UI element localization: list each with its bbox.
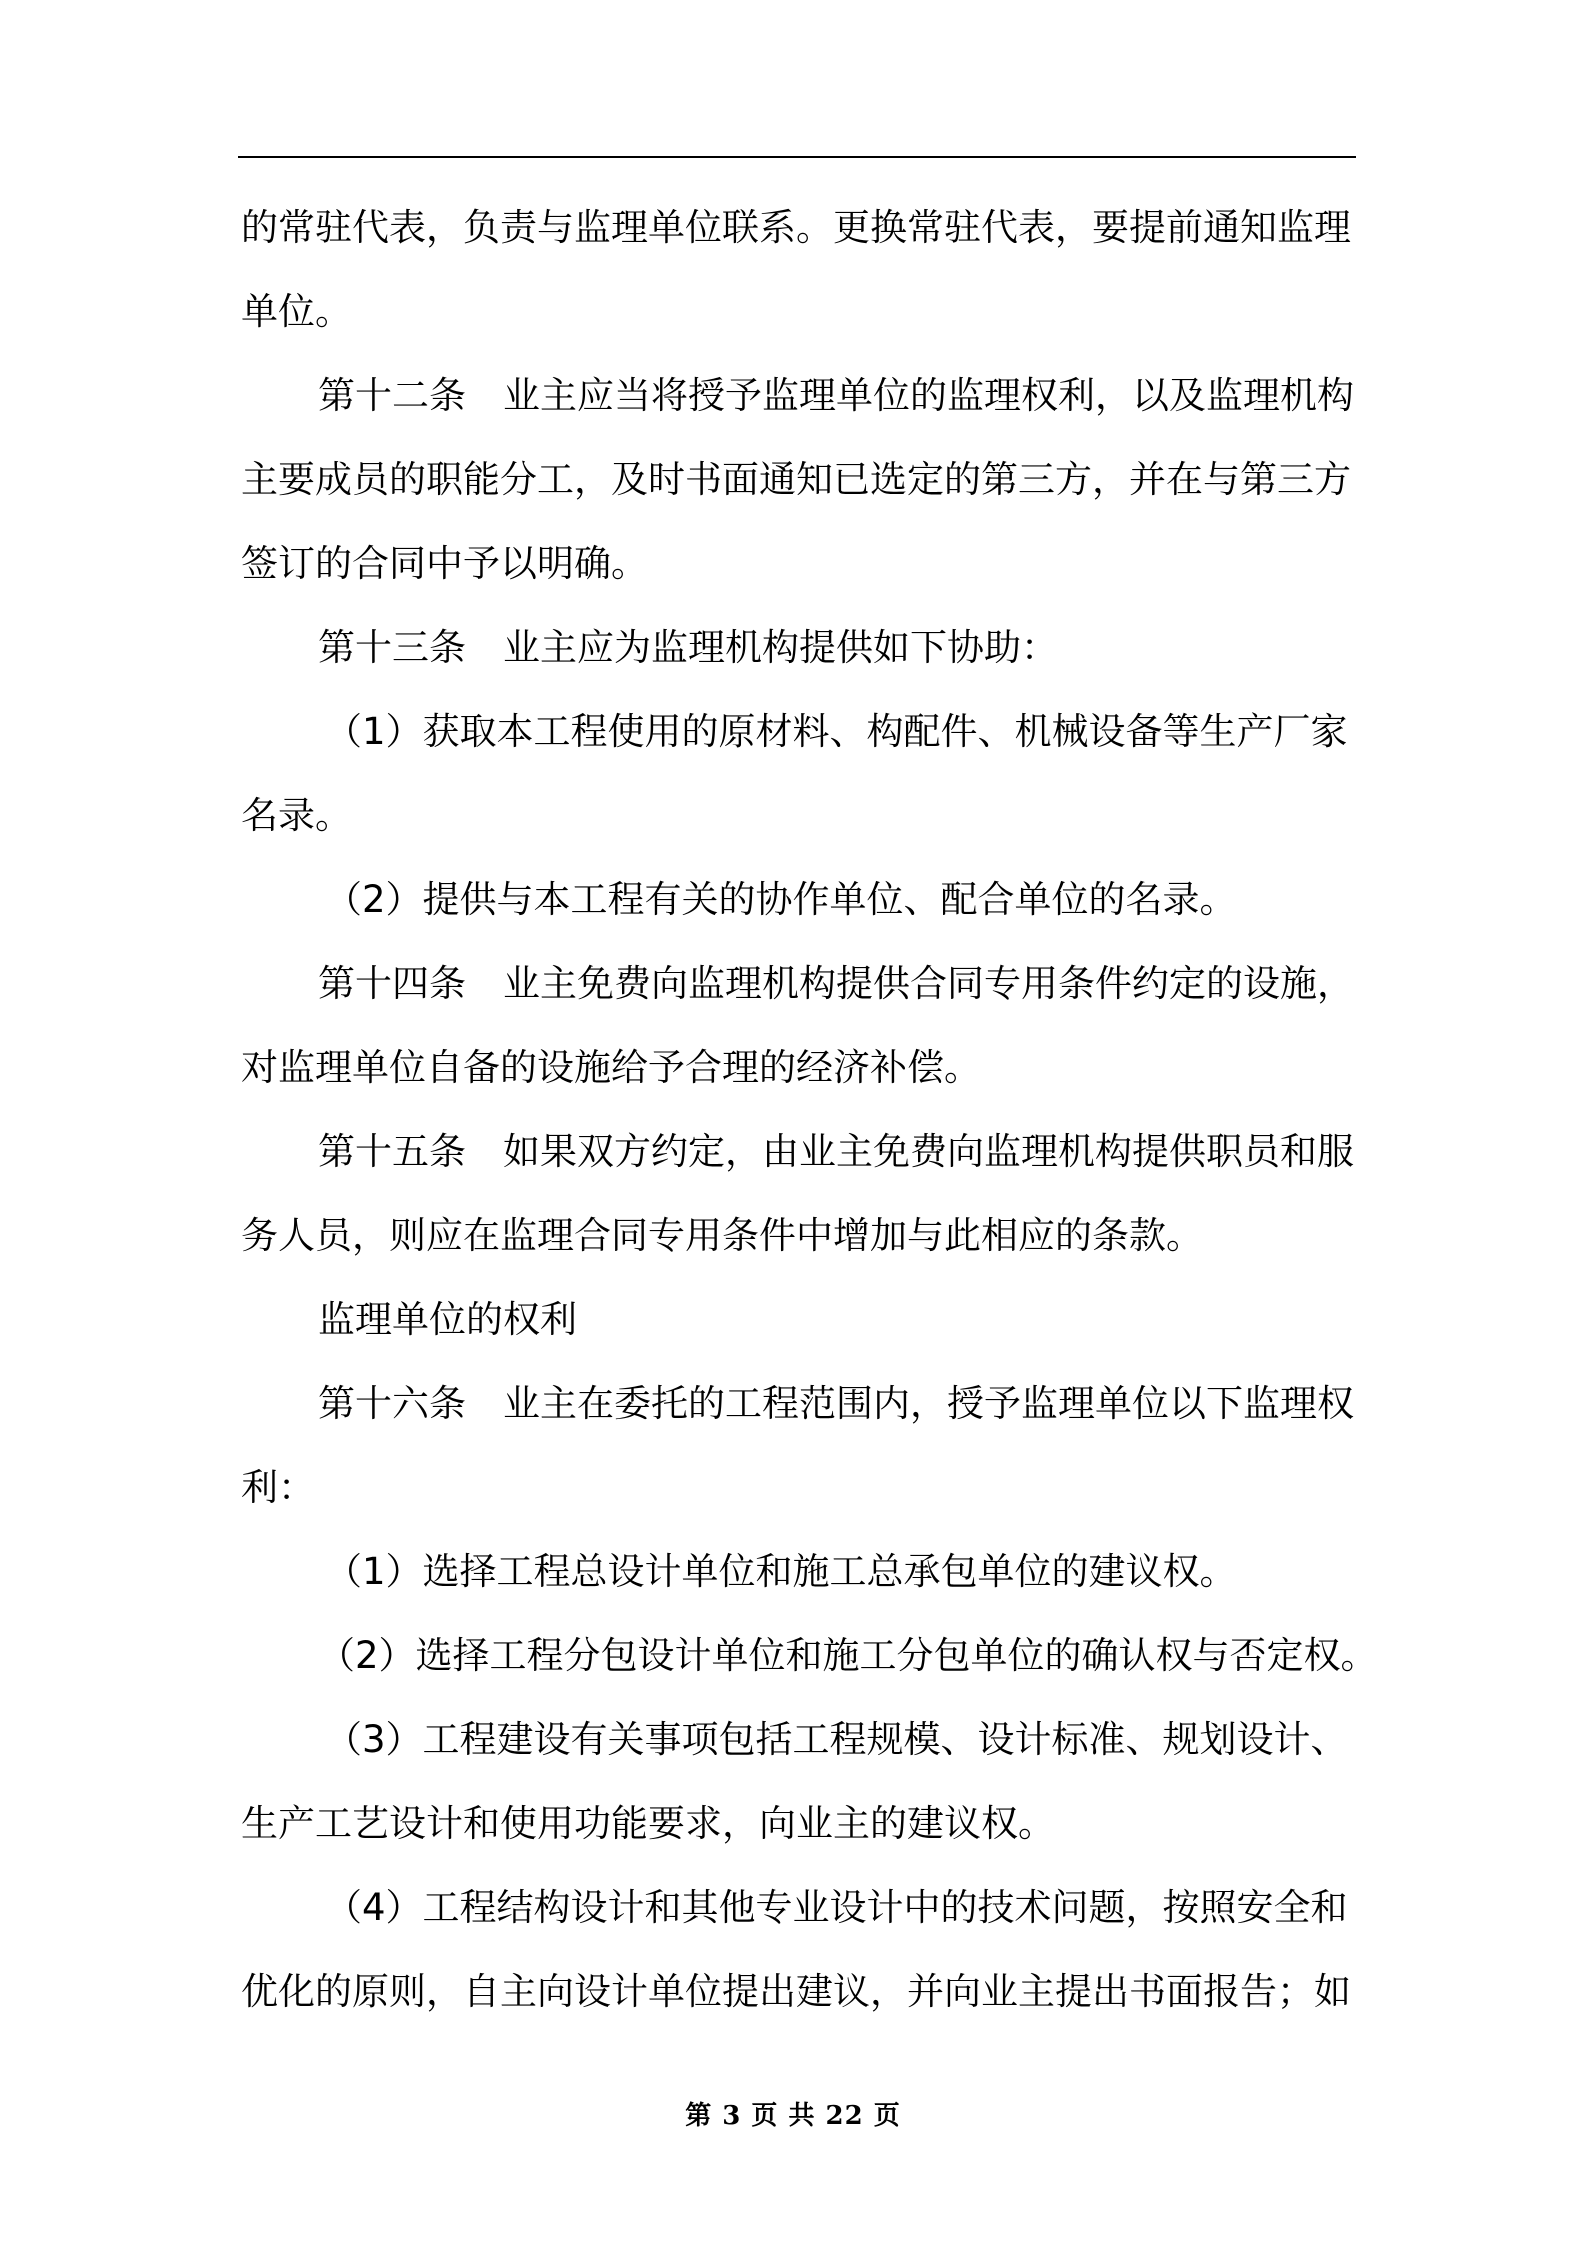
page-number-footer: 第 3 页 共 22 页 — [685, 2101, 901, 2131]
text-line: 生产工艺设计和使用功能要求，向业主的建议权。 — [241, 1802, 1055, 1845]
text-line: 利： — [241, 1466, 315, 1509]
text-line: （2）选择工程分包设计单位和施工分包单位的确认权与否定权。 — [318, 1634, 1378, 1677]
text-line: （4）工程结构设计和其他专业设计中的技术问题，按照安全和 — [325, 1886, 1348, 1929]
section-heading: 监理单位的权利 — [318, 1298, 577, 1341]
text-line: （1）选择工程总设计单位和施工总承包单位的建议权。 — [325, 1550, 1237, 1593]
text-line: 第十二条 业主应当将授予监理单位的监理权利，以及监理机构 — [318, 374, 1354, 417]
text-line: 第十五条 如果双方约定，由业主免费向监理机构提供职员和服 — [318, 1130, 1354, 1173]
text-line: 名录。 — [241, 794, 352, 837]
text-line: 单位。 — [241, 290, 352, 333]
text-line: 务人员，则应在监理合同专用条件中增加与此相应的条款。 — [241, 1214, 1203, 1257]
text-line: 对监理单位自备的设施给予合理的经济补偿。 — [241, 1046, 981, 1089]
text-line: （1）获取本工程使用的原材料、构配件、机械设备等生产厂家 — [325, 710, 1348, 753]
text-line: 第十三条 业主应为监理机构提供如下协助： — [318, 626, 1058, 669]
text-line: 第十四条 业主免费向监理机构提供合同专用条件约定的设施， — [318, 962, 1354, 1005]
text-line: （3）工程建设有关事项包括工程规模、设计标准、规划设计、 — [325, 1718, 1348, 1761]
text-line: （2）提供与本工程有关的协作单位、配合单位的名录。 — [325, 878, 1237, 921]
text-line: 优化的原则，自主向设计单位提出建议，并向业主提出书面报告；如 — [241, 1970, 1351, 2013]
text-line: 第十六条 业主在委托的工程范围内，授予监理单位以下监理权 — [318, 1382, 1354, 1425]
text-line: 的常驻代表，负责与监理单位联系。更换常驻代表，要提前通知监理 — [241, 206, 1351, 249]
text-line: 主要成员的职能分工，及时书面通知已选定的第三方，并在与第三方 — [241, 458, 1351, 501]
header-rule — [238, 156, 1356, 158]
text-line: 签订的合同中予以明确。 — [241, 542, 648, 585]
